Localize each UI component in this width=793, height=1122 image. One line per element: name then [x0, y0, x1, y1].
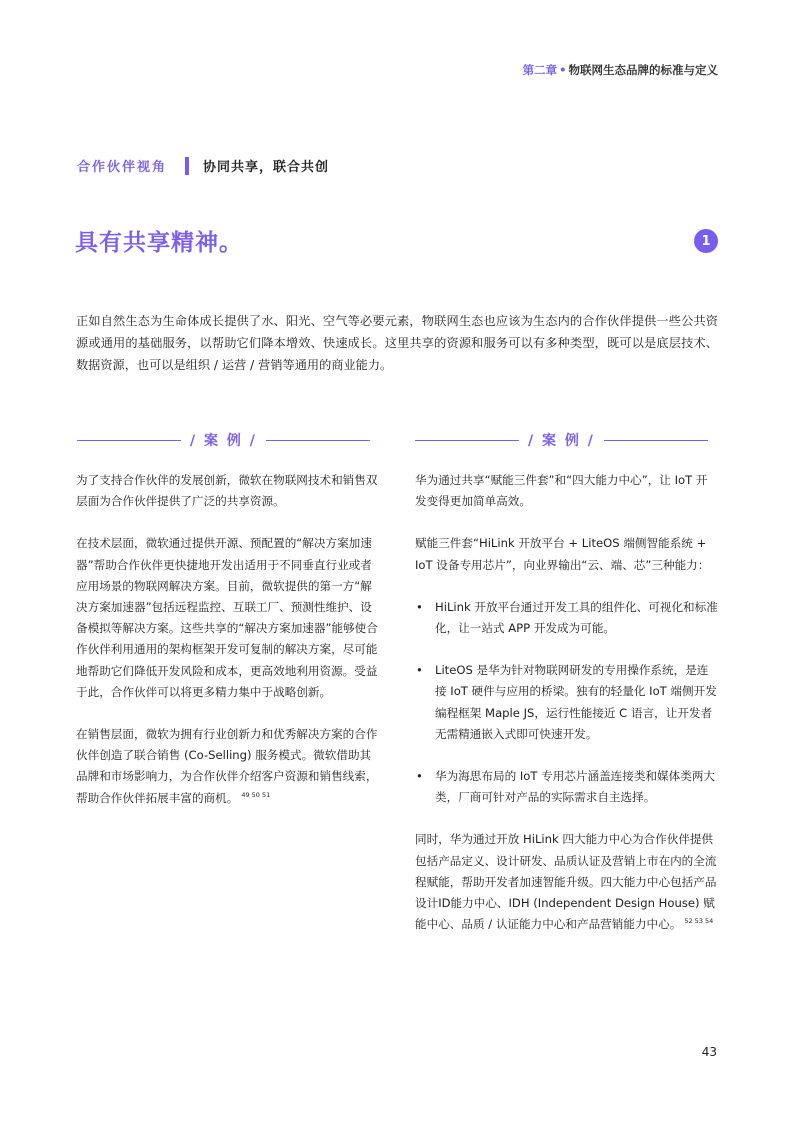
case-rule-left [415, 440, 519, 441]
intro-paragraph: 正如自然生态为生命体成长提供了水、阳光、空气等必要元素，物联网生态也应该为生态内的合作伙伴提供一些公共资源或通用的基础服务，以帮助它们降本增效、快速成长。这里共享的资源和服务可以有多种类型，既可以是底层技术、数据资源，也可以是组织 / 运营 / 营销等通用的商业能力。 [76, 314, 718, 372]
case-heading-left [77, 430, 370, 450]
page-number: 43 [701, 1045, 717, 1059]
case-heading-right [415, 430, 708, 450]
chapter-number: 第二章 [522, 63, 558, 77]
perspective-bar [77, 156, 329, 175]
list-item: • LiteOS 是华为针对物联网研发的专用操作系统，是连接 IoT 硬件与应用的桥梁。独有的轻量化 IoT 端侧开发编程框架 Maple JS，运行性能接近 C 语言，让开发者无需精通嵌入式即可快速开发。 [415, 660, 718, 745]
right-column [415, 470, 718, 956]
left-column [76, 470, 379, 830]
right-paragraph-3 [415, 829, 718, 935]
case-rule-left [77, 440, 181, 441]
case-heading-text: / 案 例 / [528, 433, 595, 449]
perspective-label: 合作伙伴视角 [77, 160, 168, 175]
perspective-title: 协同共享，联合共创 [203, 160, 330, 175]
chapter-separator: • [559, 63, 567, 77]
case-rule-right [604, 440, 708, 441]
capability-list [415, 597, 718, 809]
left-paragraph-3-text: 在销售层面，微软为拥有行业创新力和优秀解决方案的合作伙伴创造了联合销售 (Co-Selling) 服务模式。微软借助其品牌和市场影响力，为合作伙伴介绍客户资源和销售线索，帮助合作伙伴拓展丰富的商机。 [76, 727, 378, 805]
footnote-refs: 49 50 51 [241, 790, 271, 799]
case-heading-text: / 案 例 / [190, 433, 257, 449]
list-item: • HiLink 开放平台通过开发工具的组件化、可视化和标准化，让一站式 APP 开发成为可能。 [415, 597, 718, 639]
section-title: 具有共享精神。 [75, 230, 243, 256]
right-paragraph-1: 华为通过共享“赋能三件套”和“四大能力中心”，让 IoT 开发变得更加简单高效。 [415, 473, 708, 509]
section-number-badge: 1 [694, 229, 718, 253]
right-paragraph-2: 赋能三件套“HiLink 开放平台 + LiteOS 端侧智能系统 + IoT 设备专用芯片”，向业界输出“云、端、芯”三种能力： [415, 536, 710, 572]
left-paragraph-2: 在技术层面，微软通过提供开源、预配置的“解决方案加速器”帮助合作伙伴更快捷地开发出适用于不同垂直行业或者应用场景的物联网解决方案。目前，微软提供的第一方“解决方案加速器”包括远程监控、互联工厂、预测性维护、设备模拟等解决方案。这些共享的“解决方案加速器”能够使合作伙伴利用通用的架构框架开发可复制的解决方案，尽可能地帮助它们降低开发风险和成本，更高效地利用资源。受益于此，合作伙伴可以将更多精力集中于战略创新。 [76, 536, 378, 699]
case-rule-right [266, 440, 370, 441]
left-paragraph-3 [76, 724, 379, 809]
footnote-refs: 52 53 54 [684, 917, 714, 926]
perspective-divider [185, 157, 189, 175]
list-item: • 华为海思布局的 IoT 专用芯片涵盖连接类和媒体类两大类，厂商可针对产品的实际需求自主选择。 [415, 766, 718, 808]
left-paragraph-1: 为了支持合作伙伴的发展创新，微软在物联网技术和销售双层面为合作伙伴提供了广泛的共享资源。 [76, 473, 378, 509]
right-paragraph-3-text: 同时，华为通过开放 HiLink 四大能力中心为合作伙伴提供包括产品定义、设计研发、品质认证及营销上市在内的全流程赋能，帮助开发者加速智能升级。四大能力中心包括产品设计ID能力中心、IDH (Independent Design House) 赋能中心、品质 / 认证能力中心和产品营销能力中心。 [415, 832, 717, 932]
chapter-title: 物联网生态品牌的标准与定义 [568, 63, 718, 77]
chapter-header [523, 62, 718, 78]
